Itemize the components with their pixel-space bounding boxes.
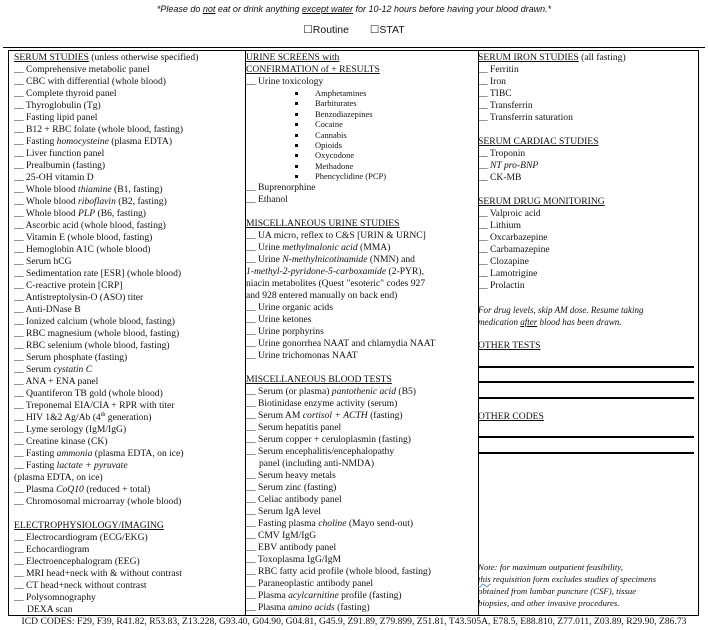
section-bullet <box>246 98 478 108</box>
note-text: requisition form excludes studies of specimens <box>490 574 657 584</box>
test-item[interactable]: __ Lithium <box>478 220 521 231</box>
test-item[interactable]: niacin metabolites (Quest "esoteric" codes 927 <box>246 277 426 289</box>
text-segment: blood has been drawn. <box>537 317 622 327</box>
text-segment: Benzodiazepines <box>315 108 373 119</box>
section-bullet <box>246 119 478 129</box>
note-line: Note: for maximum outpatient feasibility, <box>478 562 623 572</box>
section-heading <box>478 136 702 148</box>
test-item[interactable]: __ Serum hepatitis panel <box>246 421 342 433</box>
column-left <box>9 51 246 615</box>
text-segment: __ Serum <box>14 364 54 375</box>
test-item[interactable]: __ Valproic acid <box>478 208 541 219</box>
section-heading <box>246 374 478 386</box>
section-indent <box>246 458 478 470</box>
test-item[interactable]: __ Complete thyroid panel <box>14 88 117 99</box>
text-segment: (plasma EDTA) <box>108 136 173 147</box>
test-item[interactable]: __ Polysomnography <box>14 592 96 603</box>
text-segment: cystatin C <box>53 364 93 375</box>
test-item[interactable]: __ Vitamin E (whole blood, fasting) <box>14 232 153 243</box>
text-segment: __ Serum (or plasma) <box>246 385 332 397</box>
write-in-line[interactable] <box>478 423 694 439</box>
write-in-line[interactable] <box>478 352 694 368</box>
text-segment: NT pro-BNP <box>490 160 539 171</box>
priority-options <box>0 24 708 36</box>
test-item[interactable]: __ Biotinidase enzyme activity (serum) <box>246 397 398 409</box>
test-item[interactable] <box>478 160 702 172</box>
section-heading <box>246 64 478 76</box>
test-item[interactable]: __ 25-OH vitamin D <box>14 172 94 183</box>
test-item[interactable]: __ Liver function panel <box>14 148 105 159</box>
test-item[interactable] <box>246 242 478 254</box>
test-item[interactable] <box>14 364 245 376</box>
text-segment: (all fasting) <box>578 52 626 63</box>
test-item[interactable]: __ Echocardiogram <box>14 544 90 555</box>
test-item[interactable]: __ Prealbumin (fasting) <box>14 160 106 171</box>
test-item[interactable]: __ Lamotrigine <box>478 268 538 279</box>
section-heading <box>478 411 702 423</box>
text-segment: __ Urine <box>246 253 283 265</box>
test-item[interactable]: __ Thyroglobulin (Tg) <box>14 100 101 111</box>
test-item[interactable] <box>246 266 478 278</box>
text-segment: __ Fasting <box>14 460 57 471</box>
test-item[interactable]: __ Iron <box>478 76 506 87</box>
text-segment: (NMN) and <box>367 253 415 265</box>
text-segment: (Mayo send-out) <box>346 517 414 529</box>
text-segment: pantothenic acid <box>331 385 397 397</box>
text-segment: amino acids <box>288 601 335 613</box>
test-item[interactable] <box>246 590 478 602</box>
test-item[interactable]: __ Prolactin <box>478 280 525 291</box>
note-line: biopsies, and other invasive procedures. <box>478 598 620 608</box>
text-segment: CONFIRMATION of + RESULTS <box>246 64 380 75</box>
text-segment: __ Fasting <box>14 448 57 459</box>
text-segment: (unless otherwise specified) <box>88 52 199 63</box>
text-segment: MISCELLANEOUS URINE STUDIES <box>246 217 400 229</box>
spacer <box>478 399 702 411</box>
icd-codes: ICD CODES: F29, F39, R41.82, R53.83, Z13.228, G93.40, G04.90, G04.81, G45.9, Z91.89, Z79.899, Z51.81, T43.505A, E78.5, E88.810, Z77.011, Z03.89, R29.90, Z86.73 <box>21 616 687 627</box>
text-segment: after <box>520 317 538 327</box>
test-item[interactable]: __ Electroencephalogram (EEG) <box>14 556 140 567</box>
text-segment: Barbiturates <box>315 98 357 109</box>
checkbox-icon[interactable]: ☐ <box>303 24 313 36</box>
test-item[interactable]: __ CMV IgM/IgG <box>246 529 317 541</box>
test-item[interactable]: __ B12 + RBC folate (whole blood, fasting) <box>14 124 184 135</box>
section-heading <box>246 52 478 64</box>
test-item[interactable]: __ CT head+neck without contrast <box>14 580 147 591</box>
text-segment: (fasting) <box>367 409 403 421</box>
spacer <box>246 362 478 374</box>
test-item[interactable]: __ Comprehensive metabolic panel <box>14 64 150 75</box>
spacer <box>478 292 702 304</box>
test-item[interactable]: __ Serum copper + ceruloplasmin (fasting) <box>246 433 411 445</box>
text-segment: For drug levels, skip AM dose. Resume taking <box>478 305 644 315</box>
section-heading <box>14 520 245 532</box>
instructions-text: eat or drink anything <box>215 4 302 14</box>
spacer <box>478 124 702 136</box>
test-item[interactable]: __ Buprenorphine <box>246 181 316 193</box>
instructions-not: not <box>202 4 216 14</box>
text-segment: (B6, fasting) <box>95 208 147 219</box>
test-item[interactable]: __ Fasting lipid panel <box>14 112 98 123</box>
text-segment: (2-PYR), <box>386 265 424 277</box>
text-segment: __ Fasting plasma <box>246 517 319 529</box>
feasibility-note <box>478 561 656 609</box>
text-segment: 1-methyl-2-pyridone-5-carboxamide <box>246 265 387 277</box>
test-item[interactable] <box>14 460 245 472</box>
test-item[interactable]: __ Sedimentation rate [ESR] (whole blood) <box>14 268 182 279</box>
test-item[interactable]: __ Celiac antibody panel <box>246 493 342 505</box>
test-item[interactable]: __ Serum phosphate (fasting) <box>14 352 128 363</box>
text-segment: __ Plasma <box>246 601 289 613</box>
text-segment: __ <box>478 160 490 171</box>
text-segment: __ Plasma <box>14 484 57 495</box>
stat-option[interactable] <box>370 24 405 36</box>
text-segment: (B1, fasting) <box>111 184 163 195</box>
text-segment: __ HIV 1&2 Ag/Ab (4 <box>14 412 101 423</box>
text-segment: Phencyclidine (PCP) <box>315 171 387 182</box>
section-note <box>478 316 702 328</box>
text-segment: OTHER TESTS <box>478 340 541 351</box>
text-segment: __ Whole blood <box>14 196 79 207</box>
test-item[interactable]: __ C-reactive protein [CRP] <box>14 280 123 291</box>
text-segment: acylcarnitine <box>288 589 339 601</box>
routine-label: Routine <box>312 24 349 36</box>
test-item[interactable] <box>14 484 245 496</box>
write-in-line[interactable] <box>478 368 694 384</box>
test-item[interactable]: __ Ethanol <box>246 193 288 205</box>
text-segment: methylmalonic acid <box>282 241 358 253</box>
test-item[interactable]: __ Electrocardiogram (ECG/EKG) <box>14 532 148 543</box>
test-item[interactable]: __ Serum encephalitis/encephalopathy <box>246 445 395 457</box>
test-item[interactable]: __ Chromosomal microarray (whole blood) <box>14 496 182 507</box>
test-item[interactable]: __ Hemoglobin A1C (whole blood) <box>14 244 151 255</box>
text-segment: __ Serum AM <box>246 409 303 421</box>
test-item[interactable] <box>246 518 478 530</box>
test-item[interactable]: __ Lyme serology (IgM/IgG) <box>14 424 127 435</box>
spacer <box>14 508 245 520</box>
test-item[interactable]: (plasma EDTA, on ice) <box>14 472 103 483</box>
test-item[interactable]: __ TIBC <box>478 88 512 99</box>
text-segment: SERUM STUDIES <box>14 52 89 63</box>
test-item[interactable] <box>246 602 478 614</box>
test-item[interactable] <box>246 410 478 422</box>
text-segment: SERUM IRON STUDIES <box>478 52 579 63</box>
text-segment: __ Fasting <box>14 136 57 147</box>
test-item[interactable]: __ UA micro, reflex to C&S [URIN & URNC] <box>246 229 426 241</box>
test-item[interactable] <box>14 196 245 208</box>
text-segment: __ Whole blood <box>14 184 79 195</box>
requisition-table <box>8 50 699 616</box>
spacer <box>478 184 702 196</box>
text-segment: SERUM DRUG MONITORING <box>478 196 605 207</box>
spacer <box>478 328 702 340</box>
text-segment: Amphetamines <box>315 88 367 98</box>
test-item[interactable]: __ Urine organic acids <box>246 301 333 313</box>
text-segment: URINE SCREENS with <box>246 52 340 63</box>
test-item[interactable]: __ Carbamazepine <box>478 244 550 255</box>
test-item[interactable]: __ Troponin <box>478 148 526 159</box>
test-item[interactable]: __ Creatine kinase (CK) <box>14 436 108 447</box>
section-heading <box>246 218 478 230</box>
test-item[interactable] <box>14 448 245 460</box>
text-segment: ammonia <box>56 448 93 459</box>
test-item[interactable] <box>14 412 245 424</box>
test-item[interactable]: __ Urine porphyrins <box>246 325 324 337</box>
test-item[interactable]: __ Urine ketones <box>246 313 312 325</box>
section-indent <box>14 604 245 616</box>
test-item[interactable] <box>246 386 478 398</box>
routine-option[interactable] <box>303 24 349 36</box>
stat-label: STAT <box>379 24 405 36</box>
text-segment: cortisol + ACTH <box>302 409 368 421</box>
section-note <box>478 304 702 316</box>
text-segment: (fasting) <box>334 601 370 613</box>
write-in-line[interactable] <box>478 438 694 454</box>
text-segment: Cocaine <box>315 119 343 130</box>
text-segment: (reduced + total) <box>83 484 151 495</box>
section-bullet <box>246 130 478 140</box>
test-item[interactable]: __ Quantiferon TB gold (whole blood) <box>14 388 163 399</box>
note-line <box>478 573 656 585</box>
section-bullet <box>246 88 478 98</box>
text-segment: __ Plasma <box>246 589 289 601</box>
spacer <box>246 206 478 218</box>
text-segment: Oxycodone <box>315 150 355 161</box>
text-segment: (B2, fasting) <box>115 196 167 207</box>
section-bullet <box>246 150 478 160</box>
instructions-text: for 10-12 hours before having your blood drawn.* <box>353 4 552 14</box>
text-segment: riboflavin <box>78 196 116 207</box>
test-item[interactable]: __ Paraneoplastic antibody panel <box>246 577 374 589</box>
text-segment: MISCELLANEOUS BLOOD TESTS <box>246 373 392 385</box>
test-item[interactable]: __ Serum IgA level <box>246 505 321 517</box>
text-segment: (plasma EDTA, on ice) <box>92 448 184 459</box>
text-segment: PLP <box>78 208 96 219</box>
text-segment: CoQ10 <box>56 484 84 495</box>
text-segment: generation) <box>105 412 152 423</box>
text-segment: N-methylnicotinamide <box>282 253 368 265</box>
section-heading <box>478 196 702 208</box>
text-segment: lactate + pyruvate <box>56 460 128 471</box>
test-item[interactable]: __ Serum hCG <box>14 256 72 267</box>
text-segment: homocysteine <box>56 136 109 147</box>
text-segment: __ Urine <box>246 241 283 253</box>
section-bullet <box>246 140 478 150</box>
test-item[interactable] <box>246 254 478 266</box>
test-item[interactable] <box>14 136 245 148</box>
fasting-instructions <box>0 4 708 14</box>
section-heading <box>14 52 245 64</box>
test-item[interactable]: __ Anti-DNase B <box>14 304 81 315</box>
text-segment: ELECTROPHYSIOLOGY/IMAGING <box>14 520 164 531</box>
section-bullet <box>246 171 478 181</box>
text-segment: OTHER CODES <box>478 410 544 422</box>
section-bullet <box>246 109 478 119</box>
text-segment: Opioids <box>315 139 342 150</box>
test-item[interactable]: and 928 entered manually on back end) <box>246 289 398 301</box>
column-right <box>474 51 702 615</box>
section-heading <box>478 340 702 352</box>
text-segment: panel (including anti-NMDA) <box>259 457 375 469</box>
test-item[interactable]: __ RBC magnesium (whole blood, fasting) <box>14 328 180 339</box>
test-item[interactable]: __ CBC with differential (whole blood) <box>14 76 166 87</box>
test-item[interactable]: __ Clozapine <box>478 256 529 267</box>
text-segment: DEXA scan <box>27 604 73 615</box>
text-segment: (MMA) <box>357 241 391 253</box>
note-line: obtained from lumbar puncture (CSF), tissue <box>478 586 637 596</box>
text-segment: choline <box>318 517 347 529</box>
test-item[interactable]: __ Oxcarbazepine <box>478 232 548 243</box>
test-item[interactable]: __ Urine trichomonas NAAT <box>246 349 358 361</box>
text-segment: Cannabis <box>315 129 347 140</box>
test-item[interactable]: __ Serum heavy metals <box>246 469 336 481</box>
test-item[interactable]: __ Serum zinc (fasting) <box>246 481 337 493</box>
column-middle <box>241 51 479 615</box>
test-item[interactable]: __ Ascorbic acid (whole blood, fasting) <box>14 220 166 231</box>
write-in-line[interactable] <box>478 383 694 399</box>
text-segment: th <box>100 411 106 418</box>
test-item[interactable]: __ Treponemal EIA/CIA + RPR with titer <box>14 400 175 411</box>
text-segment: medication <box>478 317 521 327</box>
test-item[interactable]: __ CK-MB <box>478 172 522 183</box>
note-word: this <box>478 574 491 584</box>
test-item[interactable]: __ Antistreptolysin-O (ASO) titer <box>14 292 144 303</box>
test-item[interactable]: __ Urine gonorrhea NAAT and chlamydia NAAT <box>246 337 436 349</box>
text-segment: (B5) <box>396 385 416 397</box>
divider <box>3 47 705 48</box>
test-item[interactable]: __ Toxoplasma IgG/IgM <box>246 553 342 565</box>
text-segment: __ Whole blood <box>14 208 79 219</box>
text-segment: profile (fasting) <box>338 589 402 601</box>
text-segment: SERUM CARDIAC STUDIES <box>478 136 599 147</box>
test-item[interactable]: __ RBC selenium (whole blood, fasting) <box>14 340 170 351</box>
test-item[interactable]: __ Ionized calcium (whole blood, fasting) <box>14 316 175 327</box>
test-item[interactable]: __ EBV antibody panel <box>246 541 337 553</box>
section-heading <box>478 52 702 64</box>
test-item[interactable] <box>14 208 245 220</box>
instructions-text: *Please do <box>156 4 203 14</box>
text-segment: Methadone <box>315 160 354 171</box>
test-item[interactable]: __ Ferritin <box>478 64 519 75</box>
test-item[interactable]: __ Transferrin <box>478 100 533 111</box>
checkbox-icon[interactable]: ☐ <box>369 24 380 36</box>
test-item[interactable]: __ Transferrin saturation <box>478 112 573 123</box>
instructions-except-water: except water <box>301 4 354 14</box>
test-item[interactable]: __ ANA + ENA panel <box>14 376 99 387</box>
text-segment: thiamine <box>78 184 112 195</box>
test-item[interactable]: __ Urine toxicology <box>246 76 324 87</box>
test-item[interactable]: __ MRI head+neck with & without contrast <box>14 568 182 579</box>
section-bullet <box>246 161 478 171</box>
test-item[interactable]: __ RBC fatty acid profile (whole blood, fasting) <box>246 565 431 577</box>
test-item[interactable] <box>14 184 245 196</box>
